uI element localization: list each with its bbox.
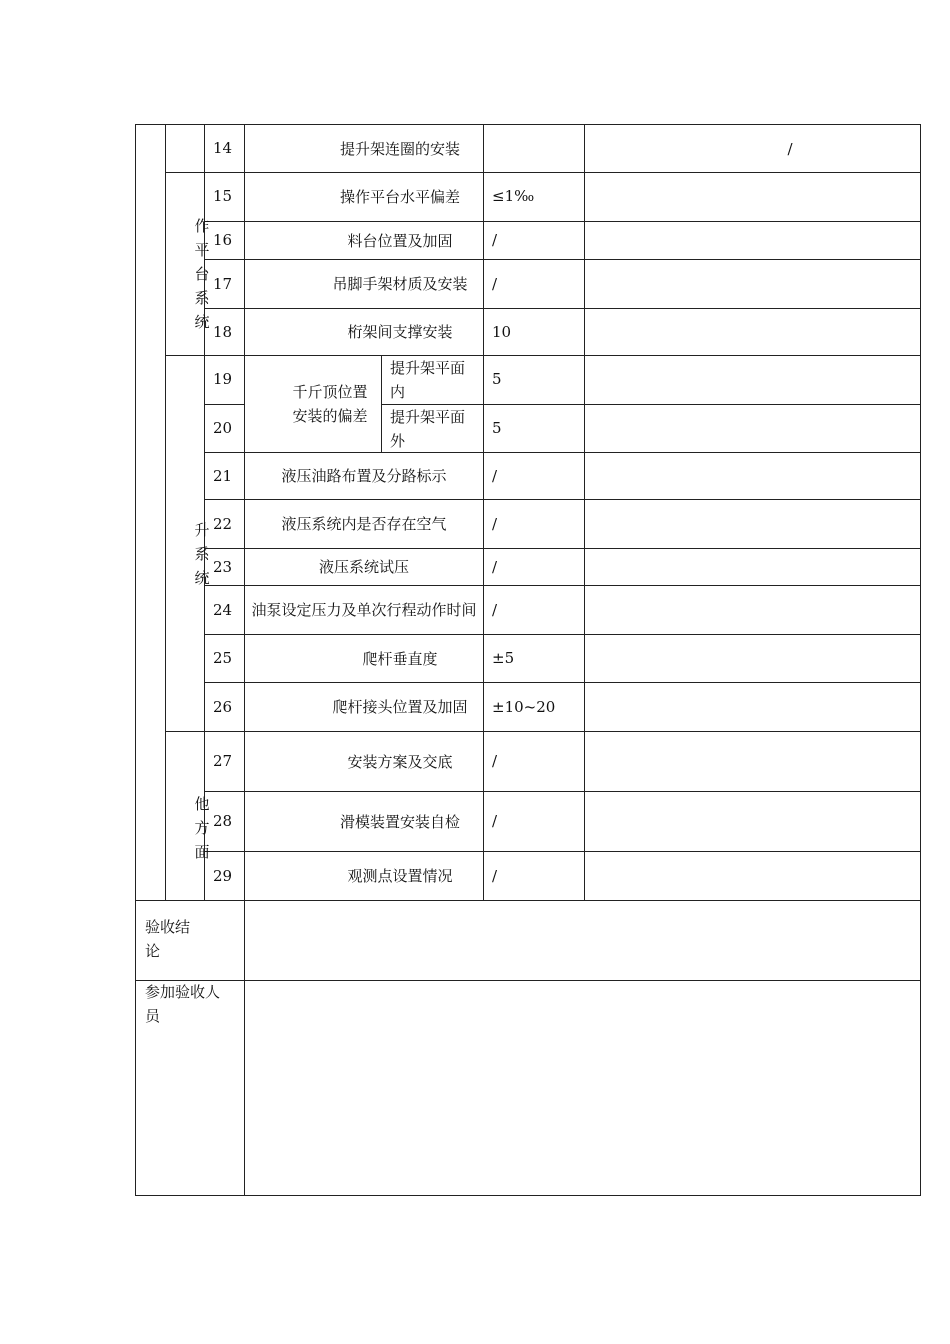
row-number: 19	[213, 370, 233, 388]
rule	[135, 980, 921, 981]
rule	[244, 124, 245, 1196]
row-number: 15	[213, 187, 233, 205]
standard-value: /	[492, 867, 498, 885]
item-text: 液压系统内是否存在空气	[281, 515, 447, 533]
rule-bottom	[135, 1195, 921, 1196]
standard-value: ±5	[492, 649, 515, 667]
item-text: 液压系统试压	[318, 558, 409, 576]
rule	[165, 731, 921, 732]
standard-value: ≤1‰	[492, 187, 535, 205]
item-text: 液压油路布置及分路标示	[281, 467, 447, 485]
rule	[204, 404, 244, 405]
row-number: 25	[213, 649, 233, 667]
rule	[204, 221, 921, 222]
rule	[135, 900, 921, 901]
rule	[165, 355, 921, 356]
standard-value: /	[492, 515, 498, 533]
row-number: 23	[213, 558, 233, 576]
item-text: 观测点设置情况	[347, 867, 453, 885]
rule	[165, 172, 921, 173]
rule	[584, 124, 585, 901]
participants-label: 参加验收人员	[145, 983, 221, 1025]
rule	[204, 851, 921, 852]
item-text: 安装方案及交底	[347, 752, 453, 771]
row-number: 26	[213, 698, 233, 716]
item-group-text: 千斤顶位置安装的偏差	[292, 383, 368, 425]
item-subtext: 提升架平面外	[390, 407, 466, 450]
item-text: 料台位置及加固	[347, 231, 453, 250]
standard-value: /	[492, 558, 498, 576]
standard-value: 5	[492, 370, 502, 388]
standard-value: ±10~20	[492, 698, 556, 716]
group-label-platform: 作平台系统	[194, 217, 210, 331]
standard-value: /	[492, 752, 498, 770]
rule	[204, 791, 921, 792]
item-subtext: 提升架平面内	[390, 359, 466, 401]
rule-left	[135, 124, 136, 1196]
rule	[165, 124, 166, 901]
row-number: 18	[213, 323, 233, 341]
row-number: 27	[213, 752, 233, 770]
row-number: 20	[213, 419, 233, 437]
rule	[483, 124, 484, 901]
rule	[204, 259, 921, 260]
row-number: 21	[213, 467, 233, 485]
rule-right	[920, 124, 921, 1196]
item-text: 吊脚手架材质及安装	[332, 275, 468, 293]
row-number: 14	[213, 139, 233, 157]
standard-value: 10	[492, 323, 512, 341]
rule	[204, 682, 921, 683]
item-text: 爬杆接头位置及加固	[332, 698, 468, 716]
standard-value: 5	[492, 419, 502, 437]
group-label-other: 他方面	[194, 795, 210, 861]
item-text: 桁架间支撑安装	[347, 323, 453, 341]
standard-value: /	[492, 812, 498, 830]
row-number: 24	[213, 601, 233, 619]
standard-value: /	[492, 231, 498, 249]
rule	[204, 634, 921, 635]
item-text: 操作平台水平偏差	[339, 188, 460, 206]
item-text: 油泵设定压力及单次行程动作时间	[251, 601, 477, 619]
group-label-lift: 升系统	[194, 521, 210, 587]
item-text: 提升架连圈的安装	[339, 139, 460, 158]
row-number: 17	[213, 275, 233, 293]
rule	[381, 355, 382, 453]
item-text: 滑模装置安装自检	[339, 812, 460, 831]
conclusion-label: 验收结论	[145, 918, 191, 960]
item-text: 爬杆垂直度	[362, 649, 438, 668]
standard-value: /	[492, 275, 498, 293]
row-number: 22	[213, 515, 233, 533]
row-number: 28	[213, 812, 233, 830]
standard-value: /	[492, 601, 498, 619]
row-number: 16	[213, 231, 233, 249]
result-value: /	[787, 139, 793, 158]
row-number: 29	[213, 867, 233, 885]
rule	[204, 308, 921, 309]
standard-value: /	[492, 467, 498, 485]
